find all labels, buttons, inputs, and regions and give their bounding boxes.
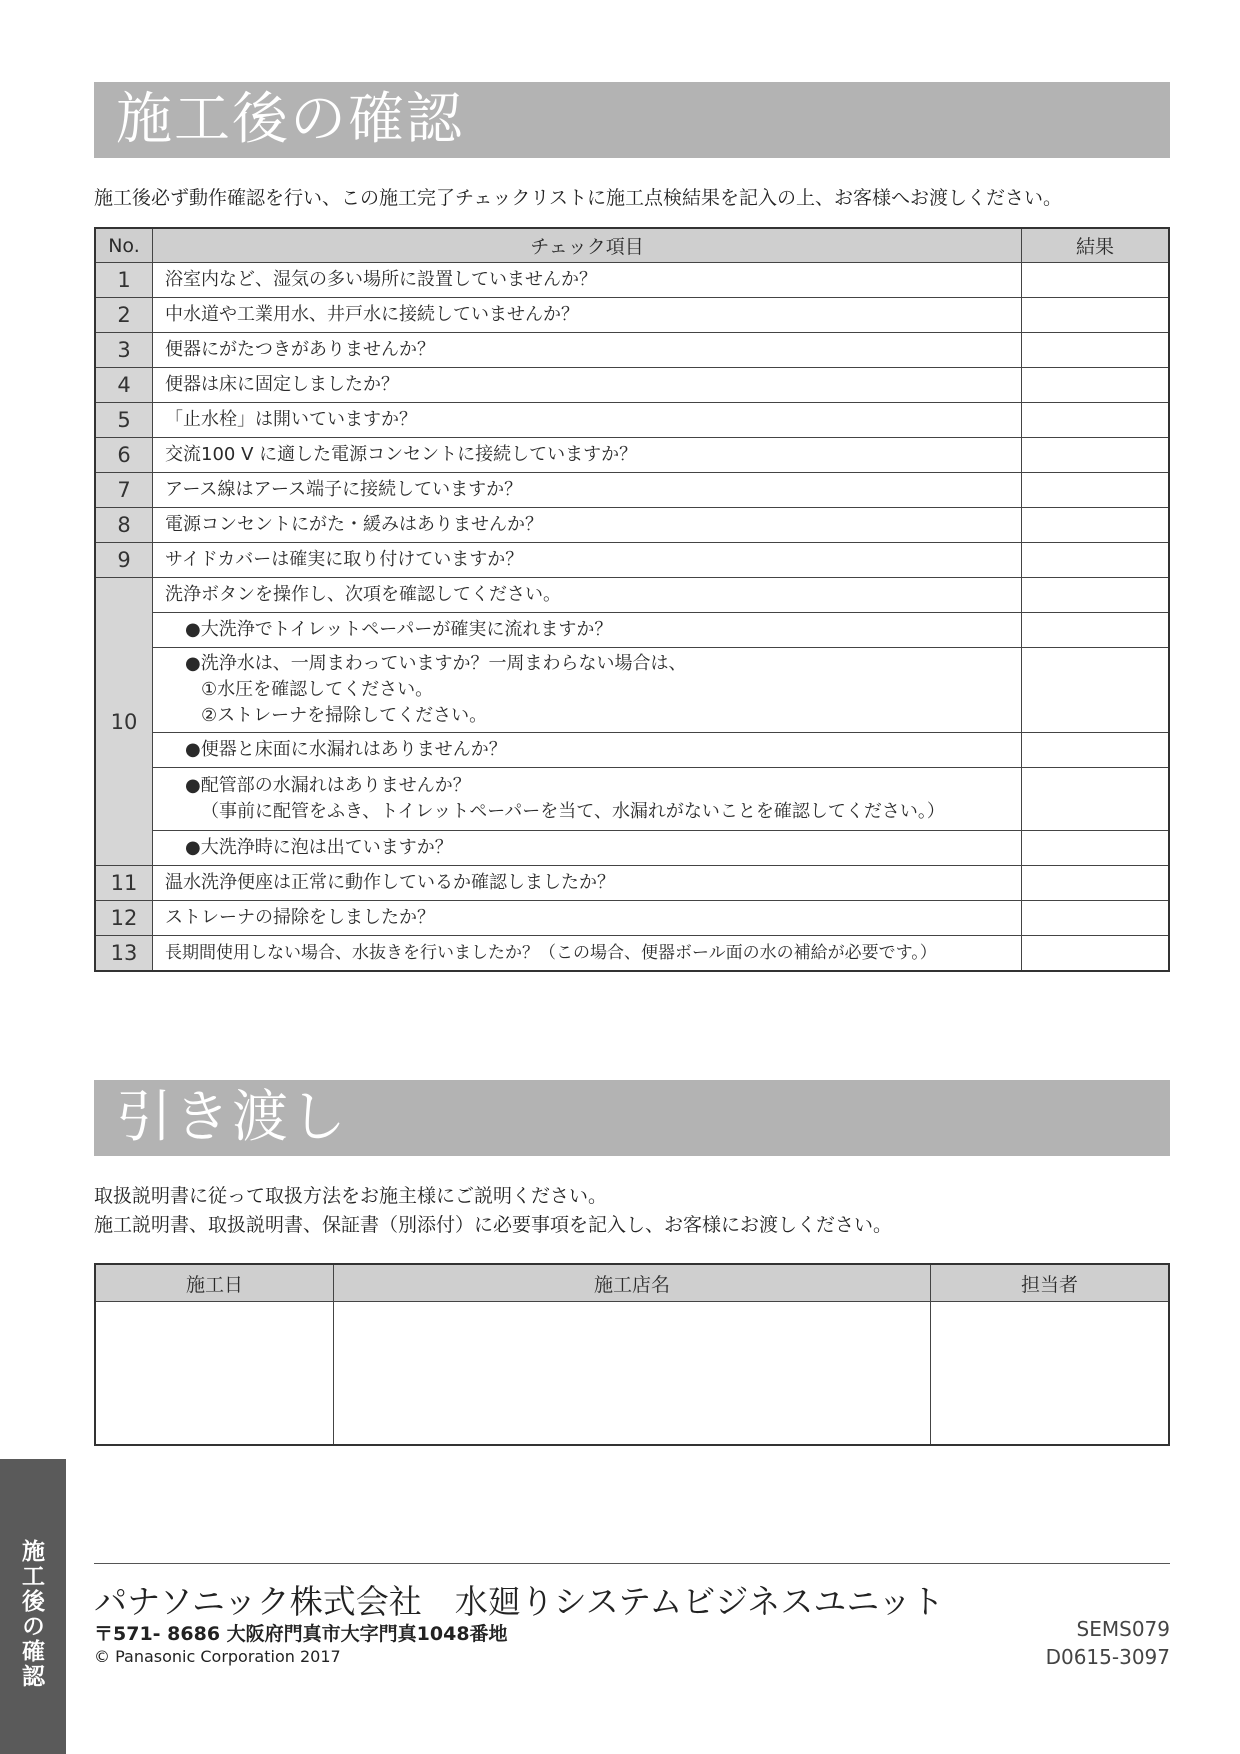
table-row [95, 613, 1169, 648]
result-cell[interactable] [1022, 438, 1170, 473]
check-item: 洗浄ボタンを操作し、次項を確認してください。 [153, 578, 1022, 613]
side-tab-label: 施工後の確認 [18, 1539, 44, 1689]
table-row [95, 901, 1169, 936]
check-item: アース線はアース端子に接続していますか？ [153, 473, 1022, 508]
row-number: 10 [95, 578, 153, 866]
row-number: 6 [95, 438, 153, 473]
result-cell[interactable] [1022, 648, 1170, 733]
table-row [95, 263, 1169, 298]
footer-divider [94, 1563, 1170, 1564]
table-row [95, 473, 1169, 508]
table-row [95, 298, 1169, 333]
document-code-2: D0615-3097 [1045, 1645, 1170, 1669]
header-store: 施工店名 [334, 1264, 931, 1302]
subitem-line: ●洗浄水は、一周まわっていますか？一周まわらない場合は、 [185, 653, 687, 674]
subitem-line: ●配管部の水漏れはありませんか？ [185, 775, 471, 796]
header-result: 結果 [1022, 228, 1170, 263]
result-cell[interactable] [1022, 298, 1170, 333]
intro-text: 施工後必ず動作確認を行い、この施工完了チェックリストに施工点検結果を記入の上、お客様へお渡しください。 [94, 187, 1063, 209]
check-subitem: ●便器と床面に水漏れはありませんか？ [153, 733, 1022, 768]
result-cell[interactable] [1022, 403, 1170, 438]
result-cell[interactable] [1022, 368, 1170, 403]
check-item: 便器は床に固定しましたか？ [153, 368, 1022, 403]
table-row [95, 543, 1169, 578]
row-number: 4 [95, 368, 153, 403]
copyright: © Panasonic Corporation 2017 [94, 1647, 341, 1666]
subitem-line: ②ストレーナを掃除してください。 [201, 705, 488, 726]
section-title-confirmation: 施工後の確認 [94, 82, 1170, 158]
handover-line-2: 施工説明書、取扱説明書、保証書（別添付）に必要事項を記入し、お客様にお渡しください。 [94, 1214, 893, 1236]
header-item: チェック項目 [153, 228, 1022, 263]
check-item: 浴室内など、湿気の多い場所に設置していませんか？ [153, 263, 1022, 298]
row-number: 12 [95, 901, 153, 936]
check-subitem [153, 648, 1022, 733]
check-item: 温水洗浄便座は正常に動作しているか確認しましたか？ [153, 866, 1022, 901]
result-cell[interactable] [1022, 473, 1170, 508]
result-cell[interactable] [1022, 901, 1170, 936]
company-address: 〒571- 8686 大阪府門真市大字門真1048番地 [94, 1623, 508, 1645]
document-code-1: SEMS079 [1076, 1617, 1170, 1641]
row-number: 1 [95, 263, 153, 298]
date-field[interactable] [95, 1302, 334, 1446]
side-index-tab [0, 1459, 66, 1754]
result-cell[interactable] [1022, 508, 1170, 543]
check-item: 電源コンセントにがた・緩みはありませんか？ [153, 508, 1022, 543]
result-cell[interactable] [1022, 578, 1170, 613]
check-item: ストレーナの掃除をしましたか？ [153, 901, 1022, 936]
table-row [95, 936, 1169, 972]
subitem-line: ①水圧を確認してください。 [201, 679, 434, 700]
handover-line-1: 取扱説明書に従って取扱方法をお施主様にご説明ください。 [94, 1185, 608, 1207]
table-row [95, 733, 1169, 768]
result-cell[interactable] [1022, 733, 1170, 768]
store-field[interactable] [334, 1302, 931, 1446]
result-cell[interactable] [1022, 831, 1170, 866]
check-item: サイドカバーは確実に取り付けていますか？ [153, 543, 1022, 578]
table-row [95, 368, 1169, 403]
table-row [95, 508, 1169, 543]
table-row [95, 578, 1169, 613]
result-cell[interactable] [1022, 263, 1170, 298]
check-item: 便器にがたつきがありませんか？ [153, 333, 1022, 368]
table-row [95, 648, 1169, 733]
row-number: 13 [95, 936, 153, 972]
result-cell[interactable] [1022, 613, 1170, 648]
row-number: 11 [95, 866, 153, 901]
result-cell[interactable] [1022, 333, 1170, 368]
result-cell[interactable] [1022, 936, 1170, 972]
check-item: 交流100 V に適した電源コンセントに接続していますか？ [153, 438, 1022, 473]
check-item: 中水道や工業用水、井戸水に接続していませんか？ [153, 298, 1022, 333]
table-row [95, 768, 1169, 831]
check-subitem: ●大洗浄時に泡は出ていますか？ [153, 831, 1022, 866]
header-person: 担当者 [931, 1264, 1170, 1302]
row-number: 8 [95, 508, 153, 543]
check-subitem [153, 768, 1022, 831]
table-row [95, 403, 1169, 438]
checklist-table [94, 227, 1170, 972]
table-row [95, 831, 1169, 866]
check-item: 「止水栓」は開いていますか？ [153, 403, 1022, 438]
table-row [95, 866, 1169, 901]
check-subitem: ●大洗浄でトイレットペーパーが確実に流れますか？ [153, 613, 1022, 648]
row-number: 3 [95, 333, 153, 368]
check-item: 長期間使用しない場合、水抜きを行いましたか？（この場合、便器ボール面の水の補給が必要です。） [153, 936, 1022, 972]
row-number: 9 [95, 543, 153, 578]
result-cell[interactable] [1022, 768, 1170, 831]
table-row [95, 438, 1169, 473]
row-number: 5 [95, 403, 153, 438]
header-date: 施工日 [95, 1264, 334, 1302]
row-number: 7 [95, 473, 153, 508]
result-cell[interactable] [1022, 543, 1170, 578]
subitem-line: （事前に配管をふき、トイレットペーパーを当て、水漏れがないことを確認してください。） [201, 801, 945, 822]
table-row [95, 333, 1169, 368]
handover-table [94, 1263, 1170, 1446]
company-name: パナソニック株式会社 水廻りシステムビジネスユニット [94, 1582, 945, 1621]
section-title-handover: 引き渡し [94, 1080, 1170, 1156]
result-cell[interactable] [1022, 866, 1170, 901]
row-number: 2 [95, 298, 153, 333]
person-field[interactable] [931, 1302, 1170, 1446]
header-no: No. [95, 228, 153, 263]
